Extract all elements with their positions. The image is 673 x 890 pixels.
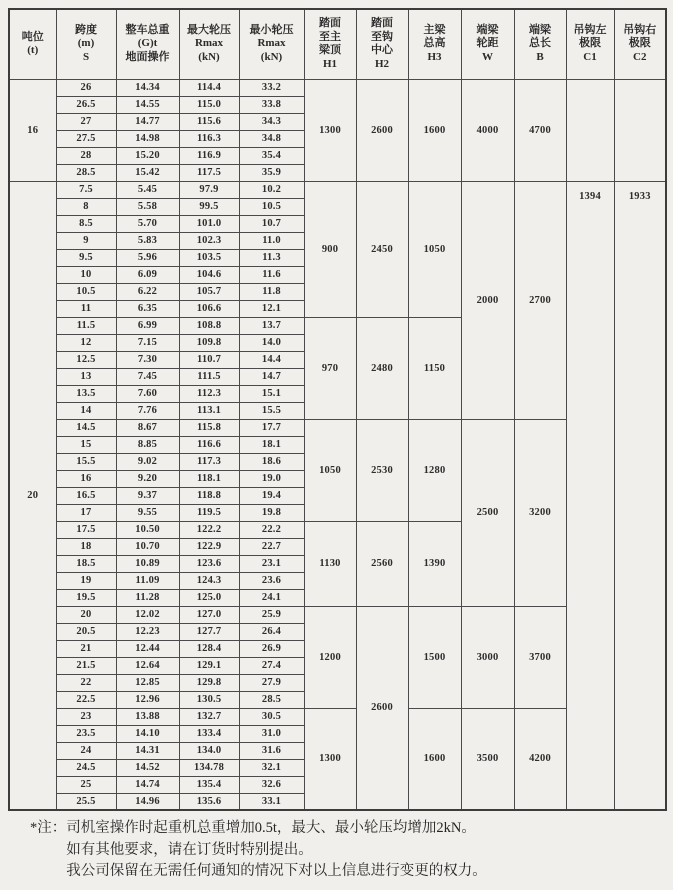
column-header-h1: 踏面 至主 梁顶 H1 xyxy=(304,9,356,79)
span-cell: 17.5 xyxy=(56,521,116,538)
column-header-rmax: 最大轮压 Rmax (kN) xyxy=(179,9,239,79)
rmax-cell: 118.1 xyxy=(179,470,239,487)
span-cell: 15 xyxy=(56,436,116,453)
weight-cell: 11.09 xyxy=(116,572,179,589)
span-cell: 11 xyxy=(56,300,116,317)
b-cell: 3200 xyxy=(514,419,566,606)
rmin-cell: 11.3 xyxy=(239,249,304,266)
weight-cell: 9.37 xyxy=(116,487,179,504)
rmin-cell: 15.1 xyxy=(239,385,304,402)
rmin-cell: 19.0 xyxy=(239,470,304,487)
w-cell: 3000 xyxy=(461,606,514,708)
rmin-cell: 27.9 xyxy=(239,674,304,691)
span-cell: 9 xyxy=(56,232,116,249)
rmax-cell: 105.7 xyxy=(179,283,239,300)
rmax-cell: 106.6 xyxy=(179,300,239,317)
weight-cell: 14.74 xyxy=(116,776,179,793)
rmax-cell: 124.3 xyxy=(179,572,239,589)
rmax-cell: 109.8 xyxy=(179,334,239,351)
c2-cell: 1933 xyxy=(614,181,666,810)
rmax-cell: 135.4 xyxy=(179,776,239,793)
h3-cell: 1280 xyxy=(408,419,461,521)
rmin-cell: 14.7 xyxy=(239,368,304,385)
rmax-cell: 113.1 xyxy=(179,402,239,419)
table-row xyxy=(9,181,666,198)
span-cell: 24.5 xyxy=(56,759,116,776)
column-header-c2: 吊钩右 极限 C2 xyxy=(614,9,666,79)
rmin-cell: 33.8 xyxy=(239,96,304,113)
rmin-cell: 11.8 xyxy=(239,283,304,300)
rmin-cell: 14.4 xyxy=(239,351,304,368)
b-cell: 4700 xyxy=(514,79,566,181)
span-cell: 12.5 xyxy=(56,351,116,368)
table-body xyxy=(9,79,666,810)
rmin-cell: 12.1 xyxy=(239,300,304,317)
weight-cell: 12.85 xyxy=(116,674,179,691)
rmin-cell: 27.4 xyxy=(239,657,304,674)
rmax-cell: 130.5 xyxy=(179,691,239,708)
rmax-cell: 118.8 xyxy=(179,487,239,504)
rmin-cell: 11.6 xyxy=(239,266,304,283)
rmax-cell: 108.8 xyxy=(179,317,239,334)
rmin-cell: 26.9 xyxy=(239,640,304,657)
weight-cell: 12.64 xyxy=(116,657,179,674)
span-cell: 20.5 xyxy=(56,623,116,640)
weight-cell: 5.70 xyxy=(116,215,179,232)
rmax-cell: 117.5 xyxy=(179,164,239,181)
rmin-cell: 32.6 xyxy=(239,776,304,793)
rmin-cell: 23.6 xyxy=(239,572,304,589)
rmin-cell: 32.1 xyxy=(239,759,304,776)
weight-cell: 6.22 xyxy=(116,283,179,300)
h2-cell: 2530 xyxy=(356,419,408,521)
table-row xyxy=(9,79,666,96)
weight-cell: 15.20 xyxy=(116,147,179,164)
span-cell: 8 xyxy=(56,198,116,215)
h3-cell: 1150 xyxy=(408,317,461,419)
weight-cell: 6.35 xyxy=(116,300,179,317)
span-cell: 25.5 xyxy=(56,793,116,810)
rmax-cell: 103.5 xyxy=(179,249,239,266)
weight-cell: 5.58 xyxy=(116,198,179,215)
rmax-cell: 115.0 xyxy=(179,96,239,113)
rmax-cell: 116.9 xyxy=(179,147,239,164)
rmin-cell: 13.7 xyxy=(239,317,304,334)
weight-cell: 5.96 xyxy=(116,249,179,266)
column-header-w: 端梁 轮距 W xyxy=(461,9,514,79)
h1-cell: 900 xyxy=(304,181,356,317)
weight-cell: 14.34 xyxy=(116,79,179,96)
column-header-span: 跨度 (m) S xyxy=(56,9,116,79)
weight-cell: 14.10 xyxy=(116,725,179,742)
rmax-cell: 134.0 xyxy=(179,742,239,759)
span-cell: 12 xyxy=(56,334,116,351)
weight-cell: 8.85 xyxy=(116,436,179,453)
weight-cell: 8.67 xyxy=(116,419,179,436)
span-cell: 19 xyxy=(56,572,116,589)
rmax-cell: 128.4 xyxy=(179,640,239,657)
rmax-cell: 132.7 xyxy=(179,708,239,725)
h2-cell: 2600 xyxy=(356,79,408,181)
rmax-cell: 116.3 xyxy=(179,130,239,147)
span-cell: 22 xyxy=(56,674,116,691)
column-header-rmin: 最小轮压 Rmax (kN) xyxy=(239,9,304,79)
rmin-cell: 30.5 xyxy=(239,708,304,725)
rmin-cell: 19.8 xyxy=(239,504,304,521)
column-header-weight: 整车总重 (G)t 地面操作 xyxy=(116,9,179,79)
span-cell: 14 xyxy=(56,402,116,419)
span-cell: 17 xyxy=(56,504,116,521)
span-cell: 13.5 xyxy=(56,385,116,402)
note-line: 我公司保留在无需任何通知的情况下对以上信息进行变更的权力。 xyxy=(66,863,487,879)
rmax-cell: 122.2 xyxy=(179,521,239,538)
weight-cell: 14.98 xyxy=(116,130,179,147)
span-cell: 10 xyxy=(56,266,116,283)
span-cell: 26 xyxy=(56,79,116,96)
rmin-cell: 14.0 xyxy=(239,334,304,351)
span-cell: 26.5 xyxy=(56,96,116,113)
note-lines xyxy=(66,818,487,883)
span-cell: 14.5 xyxy=(56,419,116,436)
weight-cell: 9.55 xyxy=(116,504,179,521)
rmax-cell: 117.3 xyxy=(179,453,239,470)
rmax-cell: 127.7 xyxy=(179,623,239,640)
rmin-cell: 25.9 xyxy=(239,606,304,623)
rmin-cell: 10.7 xyxy=(239,215,304,232)
h1-cell: 970 xyxy=(304,317,356,419)
note-line: 司机室操作时起重机总重增加0.5t，最大、最小轮压均增加2kN。 xyxy=(66,820,476,836)
span-cell: 18 xyxy=(56,538,116,555)
header-row xyxy=(9,9,666,79)
weight-cell: 7.76 xyxy=(116,402,179,419)
note-line: 如有其他要求，请在订货时特别提出。 xyxy=(66,841,313,858)
rmax-cell: 97.9 xyxy=(179,181,239,198)
h2-cell: 2480 xyxy=(356,317,408,419)
weight-cell: 9.02 xyxy=(116,453,179,470)
rmax-cell: 115.8 xyxy=(179,419,239,436)
rmax-cell: 114.4 xyxy=(179,79,239,96)
rmin-cell: 10.5 xyxy=(239,198,304,215)
rmin-cell: 35.4 xyxy=(239,147,304,164)
weight-cell: 7.45 xyxy=(116,368,179,385)
rmin-cell: 28.5 xyxy=(239,691,304,708)
c2-cell xyxy=(614,79,666,181)
w-cell: 4000 xyxy=(461,79,514,181)
rmax-cell: 101.0 xyxy=(179,215,239,232)
weight-cell: 11.28 xyxy=(116,589,179,606)
c1-cell xyxy=(566,79,614,181)
rmax-cell: 123.6 xyxy=(179,555,239,572)
weight-cell: 14.52 xyxy=(116,759,179,776)
weight-cell: 13.88 xyxy=(116,708,179,725)
column-header-c1: 吊钩左 极限 C1 xyxy=(566,9,614,79)
rmax-cell: 135.6 xyxy=(179,793,239,810)
weight-cell: 14.31 xyxy=(116,742,179,759)
h1-cell: 1300 xyxy=(304,708,356,810)
weight-cell: 7.30 xyxy=(116,351,179,368)
span-cell: 9.5 xyxy=(56,249,116,266)
weight-cell: 12.44 xyxy=(116,640,179,657)
rmin-cell: 22.2 xyxy=(239,521,304,538)
rmin-cell: 31.0 xyxy=(239,725,304,742)
rmax-cell: 102.3 xyxy=(179,232,239,249)
column-header-tonnage: 吨位 (t) xyxy=(9,9,56,79)
rmax-cell: 111.5 xyxy=(179,368,239,385)
rmax-cell: 122.9 xyxy=(179,538,239,555)
spec-table xyxy=(8,8,667,811)
span-cell: 20 xyxy=(56,606,116,623)
rmax-cell: 127.0 xyxy=(179,606,239,623)
b-cell: 3700 xyxy=(514,606,566,708)
weight-cell: 10.70 xyxy=(116,538,179,555)
weight-cell: 12.23 xyxy=(116,623,179,640)
span-cell: 10.5 xyxy=(56,283,116,300)
note-marker: *注： xyxy=(30,820,67,836)
rmin-cell: 19.4 xyxy=(239,487,304,504)
span-cell: 11.5 xyxy=(56,317,116,334)
weight-cell: 5.83 xyxy=(116,232,179,249)
rmin-cell: 11.0 xyxy=(239,232,304,249)
rmin-cell: 17.7 xyxy=(239,419,304,436)
weight-cell: 14.77 xyxy=(116,113,179,130)
span-cell: 21.5 xyxy=(56,657,116,674)
rmin-cell: 23.1 xyxy=(239,555,304,572)
column-header-b: 端梁 总长 B xyxy=(514,9,566,79)
span-cell: 27.5 xyxy=(56,130,116,147)
span-cell: 23 xyxy=(56,708,116,725)
rmax-cell: 104.6 xyxy=(179,266,239,283)
span-cell: 16.5 xyxy=(56,487,116,504)
h1-cell: 1300 xyxy=(304,79,356,181)
footnotes xyxy=(30,818,487,883)
rmin-cell: 33.2 xyxy=(239,79,304,96)
span-cell: 28 xyxy=(56,147,116,164)
rmin-cell: 26.4 xyxy=(239,623,304,640)
rmin-cell: 33.1 xyxy=(239,793,304,810)
rmin-cell: 15.5 xyxy=(239,402,304,419)
h3-cell: 1600 xyxy=(408,708,461,810)
rmax-cell: 112.3 xyxy=(179,385,239,402)
rmax-cell: 125.0 xyxy=(179,589,239,606)
weight-cell: 5.45 xyxy=(116,181,179,198)
rmin-cell: 34.3 xyxy=(239,113,304,130)
rmax-cell: 119.5 xyxy=(179,504,239,521)
w-cell: 3500 xyxy=(461,708,514,810)
rmin-cell: 18.1 xyxy=(239,436,304,453)
tonnage-cell: 16 xyxy=(9,79,56,181)
weight-cell: 14.96 xyxy=(116,793,179,810)
rmax-cell: 116.6 xyxy=(179,436,239,453)
rmax-cell: 129.1 xyxy=(179,657,239,674)
h3-cell: 1600 xyxy=(408,79,461,181)
h2-cell: 2600 xyxy=(356,606,408,810)
weight-cell: 7.60 xyxy=(116,385,179,402)
rmax-cell: 134.78 xyxy=(179,759,239,776)
c1-cell: 1394 xyxy=(566,181,614,810)
rmax-cell: 133.4 xyxy=(179,725,239,742)
weight-cell: 12.02 xyxy=(116,606,179,623)
weight-cell: 14.55 xyxy=(116,96,179,113)
h2-cell: 2450 xyxy=(356,181,408,317)
b-cell: 2700 xyxy=(514,181,566,419)
h1-cell: 1050 xyxy=(304,419,356,521)
rmax-cell: 110.7 xyxy=(179,351,239,368)
rmin-cell: 31.6 xyxy=(239,742,304,759)
weight-cell: 7.15 xyxy=(116,334,179,351)
span-cell: 13 xyxy=(56,368,116,385)
span-cell: 21 xyxy=(56,640,116,657)
rmax-cell: 115.6 xyxy=(179,113,239,130)
h1-cell: 1200 xyxy=(304,606,356,708)
h2-cell: 2560 xyxy=(356,521,408,606)
rmin-cell: 10.2 xyxy=(239,181,304,198)
rmax-cell: 99.5 xyxy=(179,198,239,215)
span-cell: 27 xyxy=(56,113,116,130)
span-cell: 23.5 xyxy=(56,725,116,742)
weight-cell: 15.42 xyxy=(116,164,179,181)
w-cell: 2000 xyxy=(461,181,514,419)
h3-cell: 1500 xyxy=(408,606,461,708)
span-cell: 15.5 xyxy=(56,453,116,470)
h3-cell: 1390 xyxy=(408,521,461,606)
weight-cell: 9.20 xyxy=(116,470,179,487)
rmin-cell: 18.6 xyxy=(239,453,304,470)
h3-cell: 1050 xyxy=(408,181,461,317)
b-cell: 4200 xyxy=(514,708,566,810)
rmin-cell: 34.8 xyxy=(239,130,304,147)
w-cell: 2500 xyxy=(461,419,514,606)
span-cell: 16 xyxy=(56,470,116,487)
weight-cell: 10.89 xyxy=(116,555,179,572)
span-cell: 8.5 xyxy=(56,215,116,232)
rmax-cell: 129.8 xyxy=(179,674,239,691)
weight-cell: 6.99 xyxy=(116,317,179,334)
weight-cell: 6.09 xyxy=(116,266,179,283)
rmin-cell: 22.7 xyxy=(239,538,304,555)
span-cell: 24 xyxy=(56,742,116,759)
span-cell: 7.5 xyxy=(56,181,116,198)
h1-cell: 1130 xyxy=(304,521,356,606)
rmin-cell: 35.9 xyxy=(239,164,304,181)
weight-cell: 10.50 xyxy=(116,521,179,538)
table-header xyxy=(9,9,666,79)
span-cell: 22.5 xyxy=(56,691,116,708)
span-cell: 25 xyxy=(56,776,116,793)
weight-cell: 12.96 xyxy=(116,691,179,708)
column-header-h2: 踏面 至钩 中心 H2 xyxy=(356,9,408,79)
span-cell: 19.5 xyxy=(56,589,116,606)
tonnage-cell: 20 xyxy=(9,181,56,810)
column-header-h3: 主梁 总高 H3 xyxy=(408,9,461,79)
span-cell: 28.5 xyxy=(56,164,116,181)
rmin-cell: 24.1 xyxy=(239,589,304,606)
span-cell: 18.5 xyxy=(56,555,116,572)
